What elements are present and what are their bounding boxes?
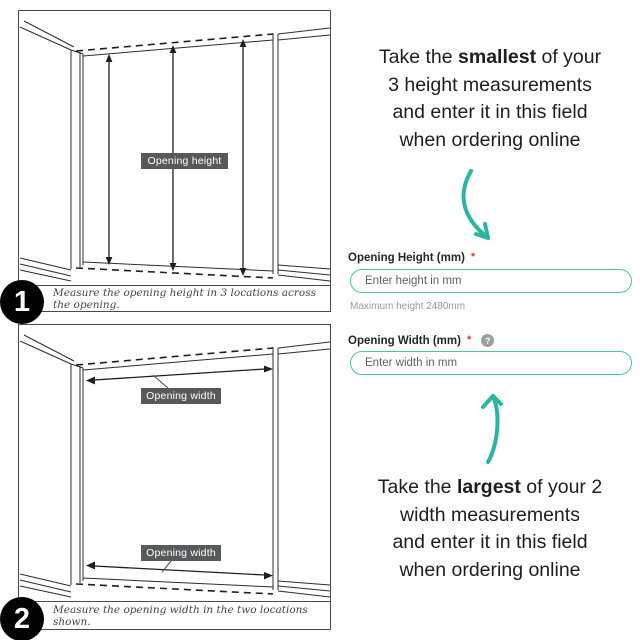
width-instruction-text	[340, 474, 640, 584]
required-asterisk: *	[466, 333, 472, 346]
step1-caption: Measure the opening height in 3 locations across the opening.	[19, 285, 330, 311]
height-instruction-text	[340, 44, 640, 154]
opening-width-field-label: Opening Width (mm) * ?	[348, 334, 494, 347]
help-icon[interactable]: ?	[481, 334, 494, 347]
step-1-badge: 1	[0, 280, 44, 324]
width-instruction-line3: and enter it in this field	[392, 531, 588, 553]
height-instruction-line4: when ordering online	[399, 128, 581, 151]
required-asterisk: *	[470, 251, 476, 263]
width-instruction-line2: width measurements	[400, 503, 580, 526]
step2-caption: Measure the opening width in the two locations shown.	[19, 601, 330, 629]
measure-width-diagram	[19, 325, 330, 601]
opening-height-line-drawing	[19, 11, 330, 285]
opening-width-input[interactable]	[350, 351, 632, 375]
measure-height-diagram	[19, 11, 330, 285]
height-instruction-line2: 3 height measurements	[388, 73, 592, 96]
curved-arrow-down-icon	[452, 164, 512, 252]
opening-width-label-box-top: Opening width	[141, 388, 221, 404]
measure-height-diagram-panel	[18, 10, 331, 312]
height-instruction-line1: Take the smallest of your	[378, 46, 602, 68]
order-form-column	[340, 0, 640, 640]
opening-height-label-box: Opening height	[141, 153, 228, 169]
smallest-emphasis: smallest	[458, 46, 537, 68]
width-instruction-line4: when ordering online	[399, 558, 581, 581]
height-instruction-line3: and enter it in this field	[392, 101, 588, 123]
measure-width-diagram-panel	[18, 324, 331, 630]
largest-emphasis: largest	[456, 476, 521, 498]
curved-arrow-up-icon	[470, 388, 516, 470]
opening-height-input[interactable]	[350, 269, 632, 293]
opening-height-field-label: Opening Height (mm) *	[348, 251, 476, 264]
step-2-badge: 2	[0, 597, 44, 640]
max-height-helper-text: Maximum height 2480mm	[350, 301, 466, 312]
opening-width-label-box-bottom: Opening width	[141, 545, 221, 561]
width-instruction-line1: Take the largest of your 2	[377, 476, 603, 498]
